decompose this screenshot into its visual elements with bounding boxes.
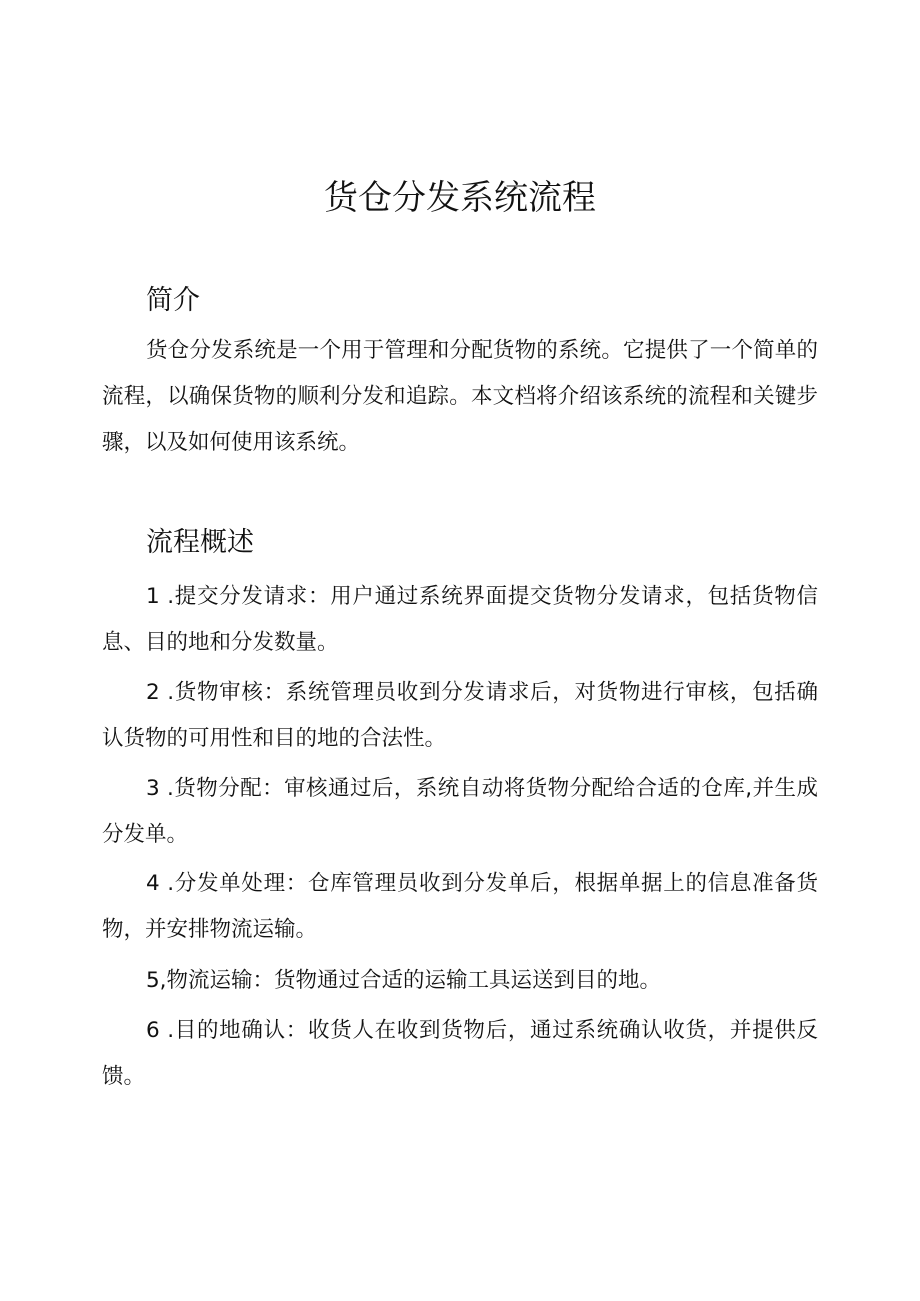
overview-heading: 流程概述 [146, 527, 254, 558]
intro-paragraph: 货仓分发系统是一个用于管理和分配货物的系统。它提供了一个简单的流程，以确保货物的顺利分发和追踪。本文档将介绍该系统的流程和关键步骤，以及如何使用该系统。 [102, 338, 818, 455]
process-step-5: 5,物流运输：货物通过合适的运输工具运送到目的地。 [146, 968, 662, 993]
intro-heading: 简介 [146, 285, 200, 316]
process-step-3: 3 .货物分配：审核通过后，系统自动将货物分配给合适的仓库,并生成分发单。 [102, 776, 818, 847]
process-step-4: 4 .分发单处理：仓库管理员收到分发单后，根据单据上的信息准备货物，并安排物流运输。 [102, 871, 818, 942]
document-title: 货仓分发系统流程 [324, 178, 596, 218]
process-step-6: 6 .目的地确认：收货人在收到货物后，通过系统确认收货，并提供反馈。 [102, 1018, 818, 1089]
process-step-1: 1 .提交分发请求：用户通过系统界面提交货物分发请求，包括货物信息、目的地和分发数量。 [102, 584, 818, 655]
process-step-2: 2 .货物审核：系统管理员收到分发请求后，对货物进行审核，包括确认货物的可用性和目的地的合法性。 [102, 680, 818, 751]
